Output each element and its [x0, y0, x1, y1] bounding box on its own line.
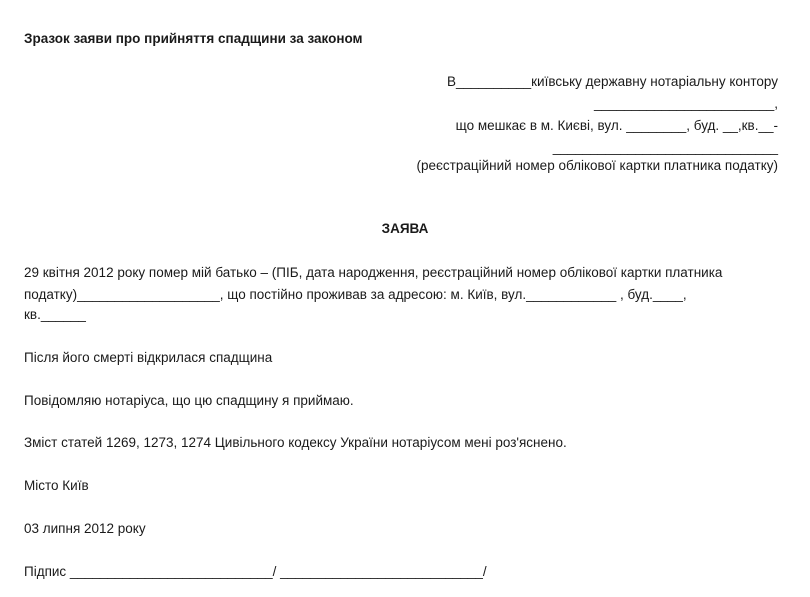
city-line: Місто Київ	[24, 478, 89, 493]
applicant-name-line: ________________________,	[594, 96, 778, 111]
death-notice-line-2: податку)___________________, що постійно проживав за адресою: м. Київ, вул.____________ , буд.____,	[24, 287, 687, 302]
signature-line: Підпис ___________________________/ ___________________________/	[24, 564, 487, 579]
tax-number-caption: (реєстраційний номер облікової картки платника податку)	[416, 158, 778, 173]
applicant-address-line: що мешкає в м. Києві, вул. ________, буд. __,кв.__-	[455, 118, 778, 133]
civil-code-paragraph: Зміст статей 1269, 1273, 1274 Цивільного кодексу України нотаріусом мені роз'яснено.	[24, 435, 567, 450]
tax-number-blank-line: ______________________________	[552, 140, 778, 155]
recipient-notary-line: В__________київську державну нотаріальну контору	[447, 74, 778, 89]
death-notice-line-1: 29 квітня 2012 року помер мій батько – (ПІБ, дата народження, реєстраційний номер облікової картки платника	[24, 265, 723, 280]
document-title: Зразок заяви про прийняття спадщини за законом	[24, 31, 363, 46]
statement-heading: ЗАЯВА	[381, 221, 429, 236]
inheritance-opened-paragraph: Після його смерті відкрилася спадщина	[24, 350, 273, 365]
death-notice-line-3: кв.______	[24, 307, 86, 322]
acceptance-paragraph: Повідомляю нотаріуса, що цю спадщину я приймаю.	[24, 393, 354, 408]
date-line: 03 липня 2012 року	[24, 521, 146, 536]
